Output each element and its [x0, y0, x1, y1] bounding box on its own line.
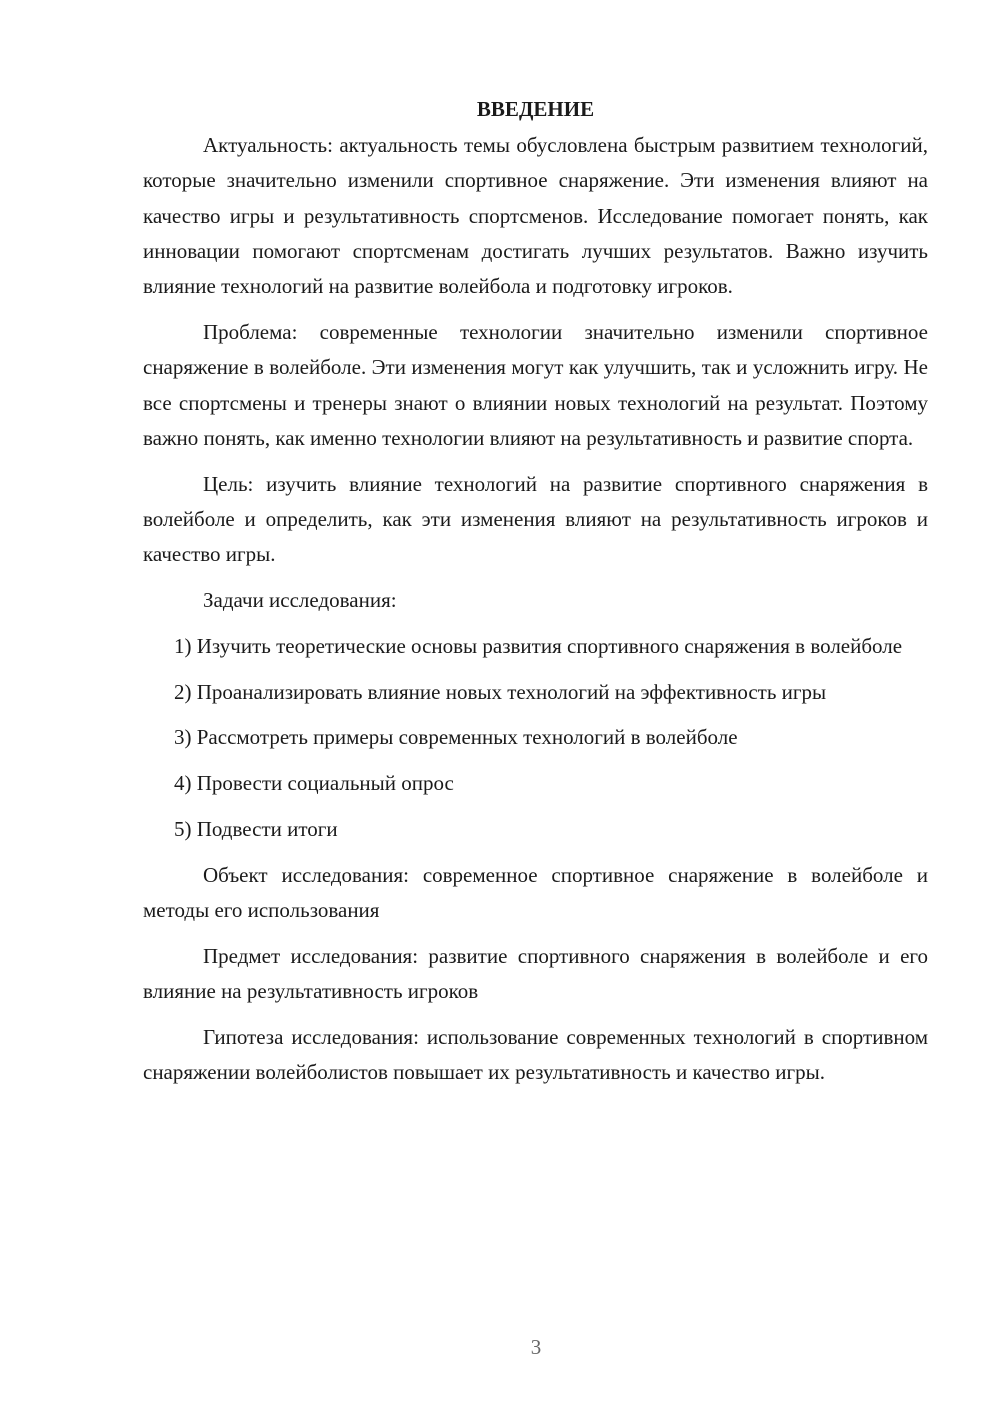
- page-content: [143, 92, 928, 1101]
- task-number: 5): [174, 817, 192, 842]
- task-number: 4): [174, 771, 192, 796]
- task-number: 1): [174, 633, 192, 658]
- task-text: Проанализировать влияние новых технологий на эффективность игры: [196, 679, 827, 704]
- paragraph-goal: Цель: изучить влияние технологий на развитие спортивного снаряжения в волейболе и определить, как эти изменения влияют на результативность игроков и качество игры.: [143, 471, 928, 567]
- paragraph-hypothesis: Гипотеза исследования: использование современных технологий в спортивном снаряжении волейболистов повышает их результативность и качество игры.: [143, 1025, 928, 1085]
- task-number: 3): [174, 725, 192, 750]
- page-title: ВВЕДЕНИЕ: [476, 97, 595, 121]
- task-item-1: [143, 629, 928, 664]
- paragraph-relevance: Актуальность: актуальность темы обусловлена быстрым развитием технологий, которые значительно изменили спортивное снаряжение. Эти изменения влияют на качество игры и результативность спортсменов. Исследование помогает понять, как инновации помогают спортсменам достигать лучших результатов. Важно изучить влияние технологий на развитие волейбола и подготовку игроков.: [143, 133, 928, 299]
- task-item-5: [143, 812, 928, 847]
- task-text: Провести социальный опрос: [196, 771, 454, 796]
- paragraph-problem: Проблема: современные технологии значительно изменили спортивное снаряжение в волейболе. Эти изменения могут как улучшить, так и усложнить игру. Не все спортсмены и тренеры знают о влиянии новых технологий на результат. Поэтому важно понять, как именно технологии влияют на результативность и развитие спорта.: [143, 319, 928, 450]
- task-item-4: [143, 766, 928, 801]
- task-text: Изучить теоретические основы развития спортивного снаряжения в волейболе: [196, 633, 903, 658]
- task-text: Рассмотреть примеры современных технологий в волейболе: [196, 725, 738, 750]
- task-item-3: [143, 720, 928, 755]
- task-item-2: [143, 675, 928, 710]
- page-number: 3: [530, 1335, 542, 1359]
- paragraph-object: Объект исследования: современное спортивное снаряжение в волейболе и методы его использования: [143, 862, 928, 923]
- task-number: 2): [174, 679, 192, 704]
- paragraph-subject: Предмет исследования: развитие спортивного снаряжения в волейболе и его влияние на результативность игроков: [143, 943, 928, 1004]
- task-text: Подвести итоги: [196, 817, 338, 842]
- tasks-heading: Задачи исследования:: [203, 588, 397, 613]
